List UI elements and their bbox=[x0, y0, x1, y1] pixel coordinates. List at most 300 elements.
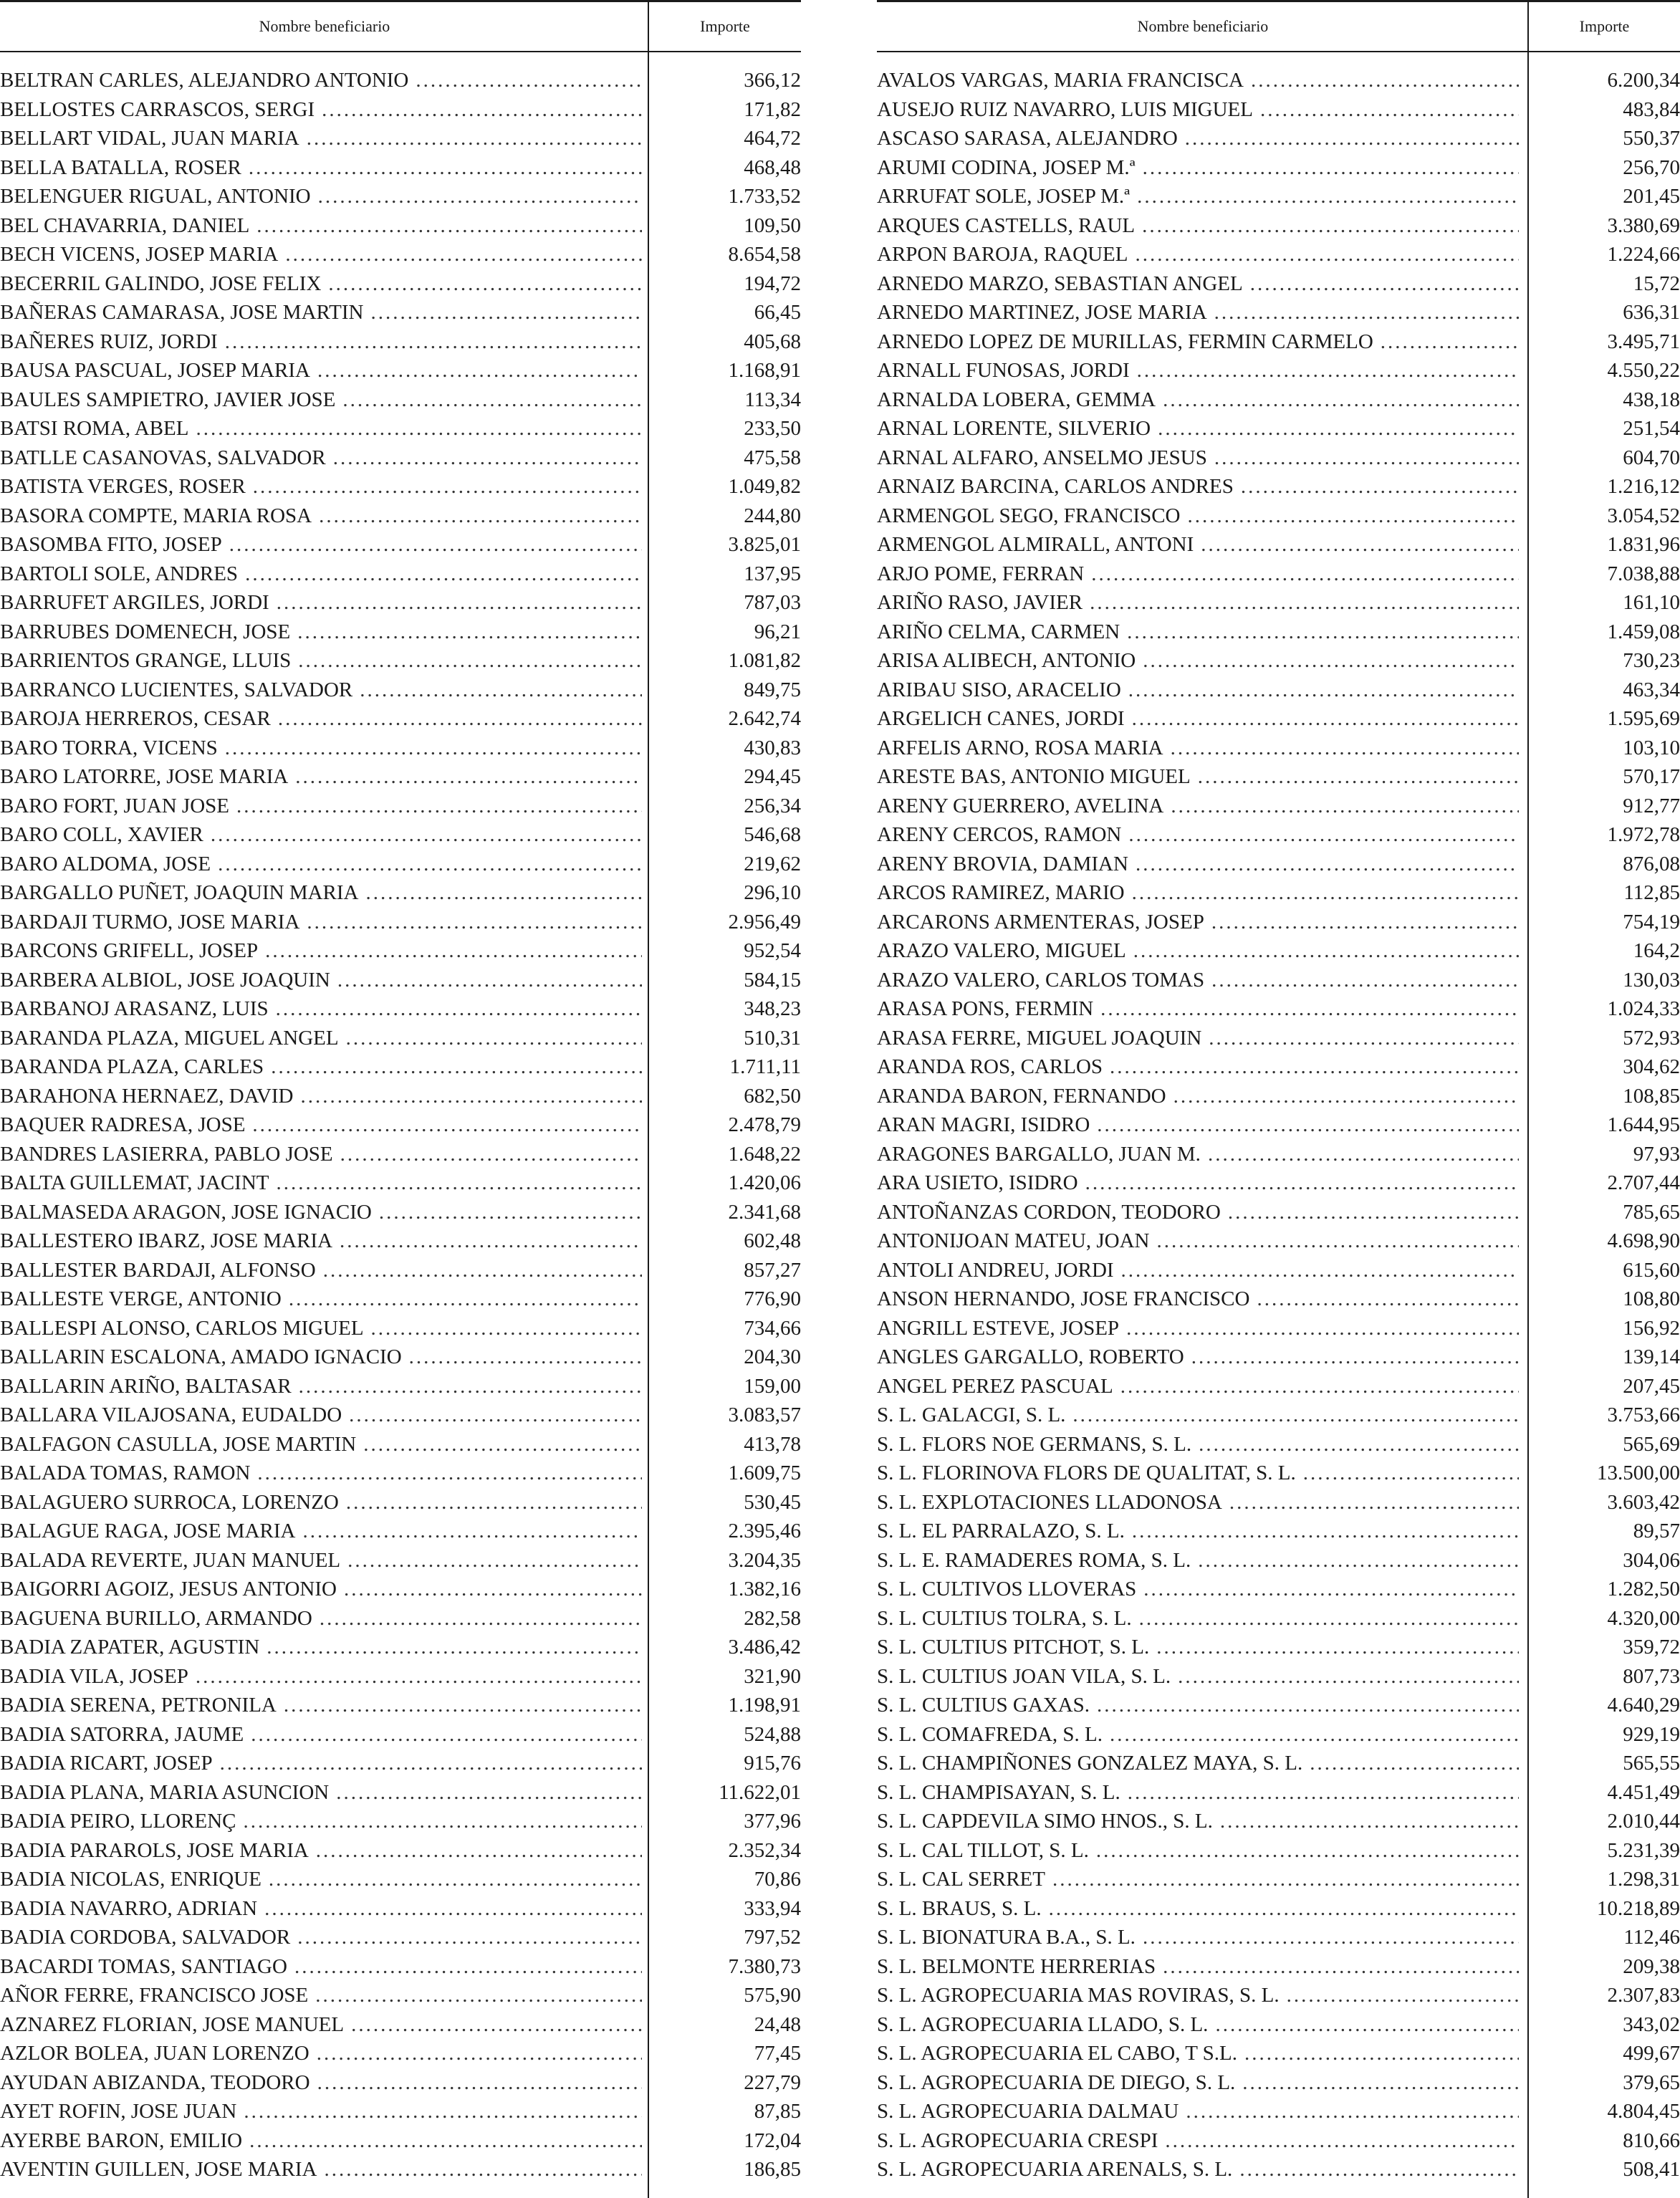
amount-value: 2.352,34 bbox=[728, 1838, 801, 1862]
beneficiary-name: ARNEDO MARZO, SEBASTIAN ANGEL bbox=[877, 272, 1243, 295]
beneficiary-name: S. L. CULTIVOS LLOVERAS bbox=[877, 1578, 1137, 1600]
dot-leader bbox=[267, 1633, 642, 1662]
table-row bbox=[877, 618, 1680, 647]
dot-leader bbox=[1097, 1110, 1519, 1140]
amount-value: 209,38 bbox=[1623, 1954, 1680, 1978]
table-row bbox=[0, 2155, 801, 2184]
table-row bbox=[0, 472, 801, 501]
dot-leader bbox=[1143, 153, 1519, 183]
beneficiary-name: S. L. AGROPECUARIA MAS ROVIRAS, S. L. bbox=[877, 1984, 1280, 2007]
beneficiary-name: ARMENGOL SEGO, FRANCISCO bbox=[877, 504, 1181, 527]
beneficiary-name-cell bbox=[0, 2068, 642, 2098]
amount-value: 570,17 bbox=[1623, 765, 1680, 788]
beneficiary-name: S. L. EXPLOTACIONES LLADONOSA bbox=[877, 1490, 1222, 1514]
beneficiary-name-cell bbox=[877, 530, 1519, 560]
amount-value: 156,92 bbox=[1623, 1316, 1680, 1340]
beneficiary-name: BARCONS GRIFELL, JOSEP bbox=[0, 939, 259, 962]
dot-leader bbox=[285, 240, 642, 269]
beneficiary-name: ARANDA BARON, FERNANDO bbox=[877, 1084, 1166, 1108]
table-row bbox=[877, 792, 1680, 821]
beneficiary-name-cell bbox=[0, 153, 642, 183]
amount-value: 734,66 bbox=[744, 1316, 801, 1340]
amount-value: 550,37 bbox=[1623, 127, 1680, 150]
beneficiary-name-cell bbox=[877, 1923, 1519, 1952]
dot-leader bbox=[294, 1952, 642, 1982]
table-row bbox=[877, 1546, 1680, 1575]
dot-leader bbox=[1228, 1198, 1519, 1227]
dot-leader bbox=[1156, 1633, 1519, 1662]
dot-leader bbox=[1257, 1285, 1519, 1314]
amount-value: 785,65 bbox=[1623, 1200, 1680, 1224]
dot-leader bbox=[220, 1749, 642, 1778]
table-row bbox=[0, 994, 801, 1024]
dot-leader bbox=[307, 908, 642, 937]
beneficiary-name-cell bbox=[877, 443, 1519, 473]
beneficiary-name: BAUSA PASCUAL, JOSEP MARIA bbox=[0, 359, 310, 382]
dot-leader bbox=[1191, 1343, 1519, 1372]
dot-leader bbox=[302, 1517, 642, 1546]
dot-leader bbox=[1186, 2097, 1519, 2126]
beneficiary-name-cell bbox=[877, 1633, 1519, 1662]
amount-value: 366,12 bbox=[744, 69, 801, 92]
beneficiary-name-cell bbox=[877, 1807, 1519, 1836]
table-row bbox=[877, 1662, 1680, 1691]
table-row bbox=[877, 1488, 1680, 1517]
beneficiary-name-cell bbox=[0, 269, 642, 299]
amount-value: 857,27 bbox=[744, 1258, 801, 1282]
table-row bbox=[0, 1227, 801, 1256]
beneficiary-name: BALADA REVERTE, JUAN MANUEL bbox=[0, 1548, 341, 1572]
beneficiary-name-cell bbox=[877, 1894, 1519, 1924]
dot-leader bbox=[342, 385, 642, 415]
dot-leader bbox=[1085, 1168, 1519, 1198]
amount-value: 282,58 bbox=[744, 1606, 801, 1630]
beneficiary-name: BALLARIN ARIÑO, BALTASAR bbox=[0, 1374, 292, 1398]
beneficiary-name-cell bbox=[877, 1198, 1519, 1227]
amount-value: 164,2 bbox=[1633, 939, 1680, 962]
beneficiary-name: BADIA SATORRA, JAUME bbox=[0, 1722, 244, 1746]
table-row bbox=[0, 1024, 801, 1053]
amount-value: 1.459,08 bbox=[1607, 620, 1680, 643]
beneficiary-name-cell bbox=[0, 878, 642, 908]
beneficiary-name-cell bbox=[0, 908, 642, 937]
table-row bbox=[0, 182, 801, 211]
table-row bbox=[877, 66, 1680, 95]
beneficiary-name-cell bbox=[0, 124, 642, 153]
table-row bbox=[0, 676, 801, 705]
amount-value: 108,85 bbox=[1623, 1084, 1680, 1108]
beneficiary-name-cell bbox=[0, 182, 642, 211]
beneficiary-name-cell bbox=[0, 646, 642, 676]
table-row bbox=[877, 182, 1680, 211]
amount-value: 797,52 bbox=[744, 1926, 801, 1949]
beneficiary-name-cell bbox=[877, 646, 1519, 676]
dot-leader bbox=[1100, 994, 1519, 1024]
amount-value: 97,93 bbox=[1633, 1142, 1680, 1166]
table-row bbox=[877, 734, 1680, 763]
beneficiary-name-cell bbox=[0, 2010, 642, 2040]
beneficiary-name: S. L. BIONATURA B.A., S. L. bbox=[877, 1926, 1136, 1949]
table-row bbox=[0, 2126, 801, 2156]
beneficiary-name: ARASA PONS, FERMIN bbox=[877, 997, 1094, 1020]
table-row bbox=[877, 153, 1680, 183]
amount-value: 186,85 bbox=[744, 2158, 801, 2181]
beneficiary-name: BASOMBA FITO, JOSEP bbox=[0, 533, 222, 556]
column-header-amount: Importe bbox=[700, 17, 750, 35]
beneficiary-name-cell bbox=[0, 820, 642, 850]
amount-value: 3.603,42 bbox=[1607, 1490, 1680, 1514]
amount-value: 3.083,57 bbox=[728, 1403, 801, 1426]
table-row bbox=[877, 704, 1680, 734]
amount-value: 201,45 bbox=[1623, 185, 1680, 208]
dot-leader bbox=[256, 211, 642, 241]
amount-value: 204,30 bbox=[744, 1345, 801, 1368]
amount-value: 787,03 bbox=[744, 591, 801, 614]
dot-leader bbox=[1229, 1488, 1519, 1517]
dot-leader bbox=[316, 1836, 642, 1866]
dot-leader bbox=[1244, 2039, 1519, 2068]
dot-leader bbox=[322, 95, 642, 125]
amount-value: 475,58 bbox=[744, 446, 801, 469]
table-row bbox=[0, 1720, 801, 1750]
amount-value: 1.972,78 bbox=[1607, 823, 1680, 846]
dot-leader bbox=[1185, 124, 1519, 153]
beneficiary-name: ARIBAU SISO, ARACELIO bbox=[877, 678, 1121, 701]
beneficiary-name-cell bbox=[877, 1227, 1519, 1256]
beneficiary-name-cell bbox=[0, 850, 642, 879]
amount-value: 251,54 bbox=[1623, 417, 1680, 440]
amount-value: 565,69 bbox=[1623, 1432, 1680, 1456]
dot-leader bbox=[1143, 646, 1519, 676]
amount-value: 464,72 bbox=[744, 127, 801, 150]
dot-leader bbox=[1132, 878, 1519, 908]
beneficiary-name: BARANDA PLAZA, CARLES bbox=[0, 1055, 264, 1078]
beneficiary-name: S. L. CAL SERRET bbox=[877, 1868, 1045, 1891]
table-row bbox=[0, 298, 801, 327]
dot-leader bbox=[1143, 1575, 1519, 1604]
table-row bbox=[0, 1168, 801, 1198]
beneficiary-name: BARO FORT, JUAN JOSE bbox=[0, 794, 229, 817]
table-row bbox=[877, 1430, 1680, 1459]
beneficiary-name-cell bbox=[877, 1256, 1519, 1285]
dot-leader bbox=[249, 2126, 642, 2156]
table-row bbox=[877, 1024, 1680, 1053]
beneficiary-name: BALAGUE RAGA, JOSE MARIA bbox=[0, 1520, 296, 1542]
beneficiary-name-cell bbox=[0, 1720, 642, 1750]
dot-leader bbox=[1287, 1981, 1519, 2010]
dot-leader bbox=[225, 327, 642, 357]
table-row bbox=[877, 1227, 1680, 1256]
beneficiary-name: ARCARONS ARMENTERAS, JOSEP bbox=[877, 910, 1204, 934]
amount-value: 159,00 bbox=[744, 1374, 801, 1398]
beneficiary-name: ARAGONES BARGALLO, JUAN M. bbox=[877, 1142, 1201, 1166]
beneficiary-name: ARENY GUERRERO, AVELINA bbox=[877, 794, 1164, 817]
beneficiary-name-cell bbox=[877, 298, 1519, 327]
table-row bbox=[0, 443, 801, 473]
beneficiary-name: ARAN MAGRI, ISIDRO bbox=[877, 1113, 1090, 1136]
dot-leader bbox=[1110, 1720, 1519, 1750]
table-row bbox=[0, 936, 801, 966]
dot-leader bbox=[298, 646, 642, 676]
table-row bbox=[877, 820, 1680, 850]
dot-leader bbox=[264, 1894, 642, 1924]
dot-leader bbox=[1072, 1401, 1519, 1430]
dot-leader bbox=[211, 820, 642, 850]
table-row bbox=[877, 2068, 1680, 2098]
table-row bbox=[877, 530, 1680, 560]
amount-value: 161,10 bbox=[1623, 591, 1680, 614]
beneficiary-name-cell bbox=[877, 356, 1519, 385]
beneficiary-name-cell bbox=[0, 1749, 642, 1778]
dot-leader bbox=[1310, 1749, 1519, 1778]
table-row bbox=[877, 1894, 1680, 1924]
table-row bbox=[0, 1778, 801, 1808]
beneficiary-name: ARAZO VALERO, MIGUEL bbox=[877, 939, 1126, 962]
beneficiary-name: ARENY BROVIA, DAMIAN bbox=[877, 852, 1128, 875]
table-row bbox=[0, 1285, 801, 1314]
amount-value: 87,85 bbox=[754, 2100, 801, 2123]
table-row bbox=[0, 792, 801, 821]
dot-leader bbox=[1049, 1894, 1519, 1924]
amount-value: 108,80 bbox=[1623, 1287, 1680, 1310]
table-row bbox=[877, 1981, 1680, 2010]
dot-leader bbox=[379, 1198, 642, 1227]
beneficiary-name-cell bbox=[0, 1314, 642, 1343]
amount-value: 810,66 bbox=[1623, 2129, 1680, 2152]
beneficiary-name-cell bbox=[877, 182, 1519, 211]
beneficiary-name: S. L. FLORINOVA FLORS DE QUALITAT, S. L. bbox=[877, 1462, 1296, 1484]
dot-leader bbox=[1137, 182, 1519, 211]
table-row bbox=[877, 1110, 1680, 1140]
dot-leader bbox=[265, 936, 642, 966]
beneficiary-name-cell bbox=[877, 1314, 1519, 1343]
amount-value: 171,82 bbox=[744, 97, 801, 121]
beneficiary-name-cell bbox=[877, 704, 1519, 734]
beneficiary-name: BELLOSTES CARRASCOS, SERGI bbox=[0, 97, 315, 121]
beneficiary-name: S. L. AGROPECUARIA DALMAU bbox=[877, 2100, 1179, 2123]
beneficiary-name-cell bbox=[0, 762, 642, 792]
beneficiary-name: BARRANCO LUCIENTES, SALVADOR bbox=[0, 678, 353, 701]
beneficiary-name: ARQUES CASTELLS, RAUL bbox=[877, 213, 1136, 237]
table-row bbox=[877, 1401, 1680, 1430]
table-row bbox=[877, 1778, 1680, 1808]
dot-leader bbox=[370, 298, 642, 327]
amount-value: 15,72 bbox=[1633, 272, 1680, 295]
beneficiary-name-cell bbox=[0, 704, 642, 734]
table-row bbox=[0, 2039, 801, 2068]
beneficiary-name: ARRUFAT SOLE, JOSEP M.ª bbox=[877, 185, 1131, 208]
dot-leader bbox=[1096, 1836, 1519, 1866]
dot-leader bbox=[1220, 1807, 1519, 1836]
dot-leader bbox=[236, 792, 642, 821]
table-row bbox=[0, 1981, 801, 2010]
dot-leader bbox=[317, 2068, 642, 2098]
dot-leader bbox=[1128, 676, 1519, 705]
beneficiary-name: ANGLES GARGALLO, ROBERTO bbox=[877, 1345, 1184, 1368]
dot-leader bbox=[1052, 1865, 1519, 1894]
beneficiary-name-cell bbox=[0, 530, 642, 560]
beneficiary-name-cell bbox=[0, 618, 642, 647]
beneficiary-name-cell bbox=[0, 2126, 642, 2156]
dot-leader bbox=[284, 1691, 642, 1720]
table-row bbox=[0, 618, 801, 647]
dot-leader bbox=[244, 2097, 642, 2126]
beneficiary-name: BARO LATORRE, JOSE MARIA bbox=[0, 765, 289, 788]
table-row bbox=[877, 1575, 1680, 1604]
dot-leader bbox=[1128, 820, 1519, 850]
amount-value: 604,70 bbox=[1623, 446, 1680, 469]
beneficiary-name-cell bbox=[877, 240, 1519, 269]
table-row bbox=[877, 1256, 1680, 1285]
beneficiary-name: S. L. CHAMPIÑONES GONZALEZ MAYA, S. L. bbox=[877, 1752, 1303, 1775]
table-header bbox=[877, 0, 1680, 52]
amount-value: 77,45 bbox=[754, 2042, 801, 2065]
dot-leader bbox=[1110, 1052, 1519, 1082]
beneficiary-name: BALLESTER BARDAJI, ALFONSO bbox=[0, 1258, 316, 1282]
beneficiary-name-cell bbox=[877, 1052, 1519, 1082]
beneficiary-name-cell bbox=[0, 66, 642, 95]
amount-value: 343,02 bbox=[1623, 2012, 1680, 2036]
table-row bbox=[0, 1865, 801, 1894]
table-row bbox=[877, 1923, 1680, 1952]
beneficiary-name: S. L. COMAFREDA, S. L. bbox=[877, 1722, 1103, 1746]
beneficiary-name-cell bbox=[877, 1546, 1519, 1575]
table-row bbox=[877, 1517, 1680, 1546]
dot-leader bbox=[318, 182, 642, 211]
dot-leader bbox=[1156, 1227, 1519, 1256]
beneficiary-name: ANTOLI ANDREU, JORDI bbox=[877, 1258, 1114, 1282]
amount-value: 109,50 bbox=[744, 213, 801, 237]
beneficiary-name-cell bbox=[877, 1168, 1519, 1198]
amount-value: 1.831,96 bbox=[1607, 533, 1680, 556]
table-row bbox=[0, 820, 801, 850]
dot-leader bbox=[328, 269, 642, 299]
beneficiary-name-cell bbox=[0, 1198, 642, 1227]
amount-value: 4.550,22 bbox=[1607, 359, 1680, 382]
dot-leader bbox=[409, 1343, 642, 1372]
beneficiary-name-cell bbox=[877, 2010, 1519, 2040]
beneficiary-name: S. L. AGROPECUARIA DE DIEGO, S. L. bbox=[877, 2070, 1236, 2094]
beneficiary-name-cell bbox=[877, 414, 1519, 443]
beneficiary-name: AYERBE BARON, EMILIO bbox=[0, 2129, 243, 2152]
beneficiary-name: ANSON HERNANDO, JOSE FRANCISCO bbox=[877, 1287, 1250, 1310]
amount-value: 172,04 bbox=[744, 2129, 801, 2152]
beneficiary-name: BADIA RICART, JOSEP bbox=[0, 1752, 213, 1775]
table-row bbox=[877, 1604, 1680, 1633]
amount-value: 3.825,01 bbox=[728, 533, 801, 556]
dot-leader bbox=[257, 1459, 642, 1488]
beneficiary-name-cell bbox=[0, 356, 642, 385]
table-row bbox=[877, 1198, 1680, 1227]
beneficiary-name: BAÑERES RUIZ, JORDI bbox=[0, 330, 218, 353]
amount-value: 1.648,22 bbox=[728, 1142, 801, 1166]
table-row bbox=[877, 1052, 1680, 1082]
dot-leader bbox=[289, 1285, 642, 1314]
beneficiary-name: AUSEJO RUIZ NAVARRO, LUIS MIGUEL bbox=[877, 97, 1253, 121]
dot-leader bbox=[315, 1981, 642, 2010]
table-row bbox=[0, 356, 801, 385]
beneficiary-name-cell bbox=[0, 1024, 642, 1053]
amount-value: 70,86 bbox=[754, 1868, 801, 1891]
table-row bbox=[877, 1720, 1680, 1750]
beneficiary-name: ARNEDO LOPEZ DE MURILLAS, FERMIN CARMELO bbox=[877, 330, 1373, 353]
dot-leader bbox=[1303, 1459, 1519, 1488]
beneficiary-name-cell bbox=[0, 443, 642, 473]
beneficiary-name-cell bbox=[877, 2039, 1519, 2068]
column-header-name: Nombre beneficiario bbox=[1137, 17, 1269, 35]
beneficiary-name-cell bbox=[0, 936, 642, 966]
beneficiary-name: BARBERA ALBIOL, JOSE JOAQUIN bbox=[0, 968, 330, 992]
dot-leader bbox=[1201, 530, 1519, 560]
dot-leader bbox=[1198, 762, 1519, 792]
table-row bbox=[877, 908, 1680, 937]
amount-value: 233,50 bbox=[744, 417, 801, 440]
beneficiary-name-cell bbox=[877, 1720, 1519, 1750]
amount-value: 572,93 bbox=[1623, 1026, 1680, 1050]
dot-leader bbox=[1091, 560, 1519, 589]
dot-leader bbox=[276, 1168, 642, 1198]
beneficiary-name: ANGEL PEREZ PASCUAL bbox=[877, 1374, 1113, 1398]
beneficiary-name-cell bbox=[877, 1401, 1519, 1430]
amount-value: 304,06 bbox=[1623, 1548, 1680, 1572]
dot-leader bbox=[1158, 414, 1519, 443]
table-row bbox=[877, 850, 1680, 879]
dot-leader bbox=[252, 1110, 642, 1140]
amount-value: 584,15 bbox=[744, 968, 801, 992]
beneficiary-name: BATLLE CASANOVAS, SALVADOR bbox=[0, 446, 326, 469]
beneficiary-name: BALMASEDA ARAGON, JOSE IGNACIO bbox=[0, 1200, 372, 1224]
beneficiary-name: ASCASO SARASA, ALEJANDRO bbox=[877, 127, 1178, 150]
amount-value: 256,34 bbox=[744, 794, 801, 817]
amount-value: 304,62 bbox=[1623, 1055, 1680, 1078]
table-row bbox=[0, 1517, 801, 1546]
amount-value: 1.224,66 bbox=[1607, 243, 1680, 266]
beneficiary-name-cell bbox=[0, 2097, 642, 2126]
table-row bbox=[0, 1198, 801, 1227]
beneficiary-name-cell bbox=[877, 1082, 1519, 1111]
beneficiary-name: BADIA VILA, JOSEP bbox=[0, 1664, 188, 1688]
amount-value: 952,54 bbox=[744, 939, 801, 962]
table-row bbox=[0, 1633, 801, 1662]
amount-value: 7.380,73 bbox=[728, 1954, 801, 1978]
amount-value: 438,18 bbox=[1623, 388, 1680, 411]
beneficiary-name-cell bbox=[0, 1662, 642, 1691]
beneficiary-name-cell bbox=[877, 472, 1519, 501]
dot-leader bbox=[1215, 2010, 1519, 2040]
amount-value: 615,60 bbox=[1623, 1258, 1680, 1282]
dot-leader bbox=[249, 153, 642, 183]
amount-value: 2.956,49 bbox=[728, 910, 801, 934]
beneficiary-name-cell bbox=[0, 1807, 642, 1836]
amount-value: 3.204,35 bbox=[728, 1548, 801, 1572]
beneficiary-name: ARNEDO MARTINEZ, JOSE MARIA bbox=[877, 301, 1207, 324]
table-row bbox=[877, 2126, 1680, 2156]
beneficiary-name: AZNAREZ FLORIAN, JOSE MANUEL bbox=[0, 2012, 345, 2036]
dot-leader bbox=[1260, 95, 1519, 125]
dot-leader bbox=[344, 1575, 642, 1604]
dot-leader bbox=[1163, 385, 1519, 415]
amount-value: 13.500,00 bbox=[1597, 1462, 1680, 1484]
beneficiary-name: BAIGORRI AGOIZ, JESUS ANTONIO bbox=[0, 1578, 337, 1600]
dot-leader bbox=[269, 1865, 642, 1894]
table-row bbox=[877, 95, 1680, 125]
table-row bbox=[0, 327, 801, 357]
beneficiary-name-cell bbox=[0, 1865, 642, 1894]
table-row bbox=[877, 298, 1680, 327]
table-row bbox=[877, 2155, 1680, 2184]
amount-value: 113,34 bbox=[744, 388, 801, 411]
beneficiary-name-cell bbox=[0, 2039, 642, 2068]
